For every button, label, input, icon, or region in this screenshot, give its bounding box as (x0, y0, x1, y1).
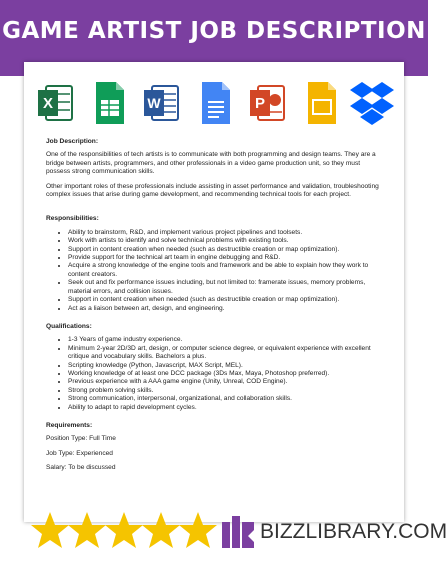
footer (0, 510, 447, 570)
list-item: • 1-3 Years of game industry experience. (68, 336, 382, 344)
job-description-paragraph: One of the responsibilities of tech artists is to communicate with both programming and design teams. They are a bridge between artists, programmers, and other professionals in a video game production unit, so they must possess strong communication skills. (46, 151, 376, 176)
star-icon (67, 510, 107, 550)
docs-icon[interactable] (196, 80, 234, 126)
job-description-body (46, 138, 382, 479)
word-icon[interactable] (142, 80, 180, 126)
svg-text:W: W (147, 95, 161, 111)
responsibilities-heading: Responsibilities: (46, 215, 99, 223)
list-item: • Work with artists to identify and solve technical problems with existing tools. (68, 237, 382, 245)
svg-text:P: P (254, 95, 266, 112)
excel-icon[interactable] (36, 80, 74, 126)
job-type: Job Type: Experienced (46, 449, 113, 457)
list-item: • Strong communication, interpersonal, organizational, and collaboration skills. (68, 395, 382, 403)
list-item: • Acquire a strong knowledge of the engine tools and framework and be able to explain how they work to content creators. (68, 262, 382, 279)
star-icon (104, 510, 144, 550)
list-item: • Scripting knowledge (Python, Javascript, MAX Script, MEL). (68, 362, 382, 370)
salary: Salary: To be discussed (46, 464, 116, 472)
list-item: • Ability to adapt to rapid development cycles. (68, 404, 382, 412)
requirements-heading: Requirements: (46, 421, 93, 429)
file-format-icons (36, 80, 396, 126)
brand-logo[interactable] (222, 514, 447, 550)
powerpoint-icon[interactable] (248, 80, 286, 126)
responsibilities-list (46, 229, 382, 313)
sheets-icon[interactable] (90, 80, 128, 126)
list-item: • Ability to brainstorm, R&D, and implement various project pipelines and toolsets. (68, 229, 382, 237)
qualifications-heading: Qualifications: (46, 322, 92, 330)
star-icon (30, 510, 70, 550)
bizzlibrary-logo-icon (222, 516, 254, 548)
brand-name: BIZZLIBRARY.COM (260, 520, 447, 543)
list-item: • Strong problem solving skills. (68, 387, 382, 395)
list-item: • Seek out and fix performance issues including, but not limited to: framerate issues, memory problems, material errors, and collision issues. (68, 279, 382, 296)
list-item: • Act as a liaison between art, design, and engineering. (68, 305, 382, 313)
list-item: • Support in content creation when needed (such as destructible creation or map optimization). (68, 246, 382, 254)
job-description-paragraph: Other important roles of these professionals include assisting in asset performance and validation, troubleshooting complex issues that arise during game development, and recommending technical tools for each project. (46, 182, 379, 199)
qualifications-list (46, 336, 382, 412)
position-type: Position Type: Full Time (46, 435, 116, 443)
page-title: GAME ARTIST JOB DESCRIPTION (2, 18, 426, 44)
list-item: • Support in content creation when needed (such as destructible creation or map optimization). (68, 296, 382, 304)
job-description-heading: Job Description: (46, 138, 99, 145)
svg-text:X: X (42, 95, 54, 112)
list-item: • Minimum 2-year 2D/3D art, design, or computer science degree, or equivalent experience with excellent critique and vocabulary skills. Bachelors a plus. (68, 345, 382, 362)
list-item: • Provide support for the technical art team in engine debugging and R&D. (68, 254, 382, 262)
list-item: • Working knowledge of at least one DCC package (3Ds Max, Maya, Photoshop preferred). (68, 370, 382, 378)
star-icon (141, 510, 181, 550)
list-item: • Previous experience with a AAA game engine (Unity, Unreal, COD Engine). (68, 378, 382, 386)
star-icon (178, 510, 218, 550)
slides-icon[interactable] (302, 80, 340, 126)
dropbox-icon[interactable] (348, 80, 396, 126)
